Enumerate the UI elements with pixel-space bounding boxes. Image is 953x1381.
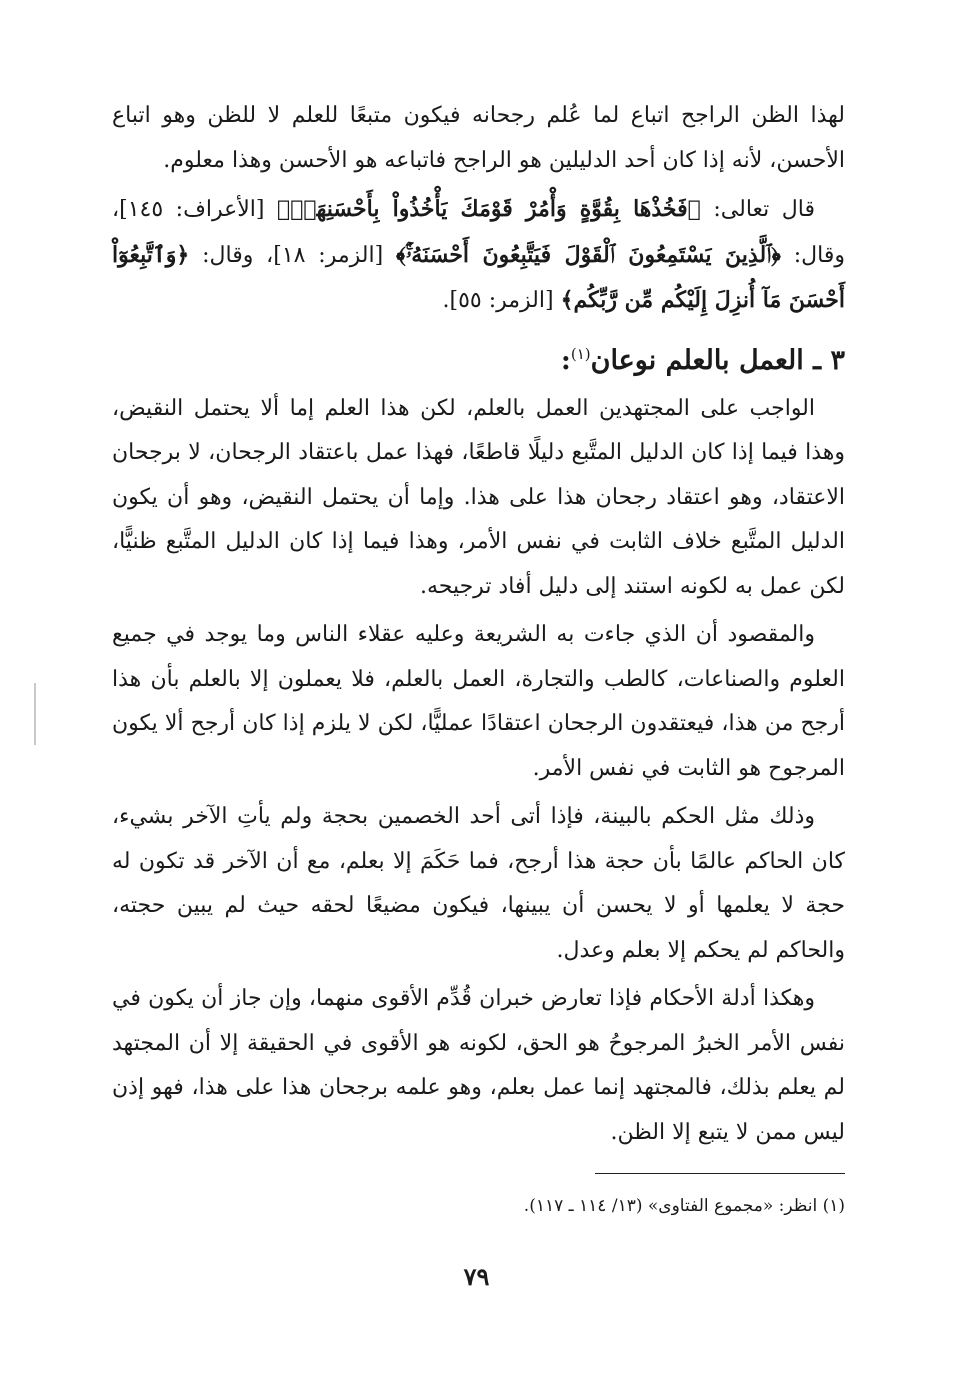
footnote-reference[interactable]: (١): [570, 344, 591, 363]
page-number: ٧٩: [463, 1262, 490, 1291]
body-paragraph-2: والمقصود أن الذي جاءت به الشريعة وعليه عقلاء الناس وما يوجد في جميع العلوم والصناعات، كالطب والتجارة، العمل بالعلم، فلا يعملون إلا بالعلم بأن هذا أرجح من هذا، فيعتقدون الرجحان اعتقادًا عمليًّا، لكن لا يلزم إذا كان أرجح ألا يكون المرجوح هو الثابت في نفس الأمر.: [112, 622, 845, 781]
intro-paragraph: لهذا الظن الراجح اتباع لما عُلم رجحانه فيكون متبعًا للعلم لا للظن وهو اتباع الأحسن، لأنه إذا كان أحد الدليلين هو الراجح فاتباعه هو الأحسن وهذا معلوم.: [112, 103, 845, 173]
page-body: [112, 94, 845, 1238]
quran-verse-2: ﴿ٱلَّذِينَ يَسْتَمِعُونَ ٱلْقَوْلَ فَيَتَّبِعُونَ أَحْسَنَهُۥٓۚ﴾: [396, 241, 781, 268]
body-paragraph-1: الواجب على المجتهدين العمل بالعلم، لكن هذا العلم إما ألا يحتمل النقيض، وهذا فيما إذا كان الدليل المتَّبع دليلًا قاطعًا، فهذا عمل باعتقاد الرجحان، لا برجحان الاعتقاد، وهو اعتقاد رجحان هذا على هذا. وإما أن يحتمل النقيض، وهو أن يكون الدليل المتَّبع خلاف الثابت في نفس الأمر، وهذا فيما إذا كان الدليل المتَّبع ظنيًّا، لكن عمل به لكونه استند إلى دليل أفاد ترجيحه.: [112, 395, 845, 599]
footnote-text: (١) انظر: «مجموع الفتاوى» (١٣/ ١١٤ ـ ١١٧).: [523, 1196, 845, 1216]
footnote-divider: [595, 1173, 845, 1174]
section-heading: [112, 332, 845, 383]
body-paragraph-4: وهكذا أدلة الأحكام فإذا تعارض خبران قُدِّم الأقوى منهما، وإن جاز أن يكون في نفس الأمر الخبرُ المرجوحُ هو الحق، لكونه هو الأقوى في الحقيقة إلا أن المجتهد لم يعلم بذلك، فالمجتهد إنما عمل بعلم، وهو علمه برجحان هذا على هذا، فهو إذن ليس ممن لا يتبع إلا الظن.: [112, 986, 845, 1145]
quote-citation-2: [الزمر: ١٨]، وقال:: [189, 242, 397, 268]
quote-lead-text: قال تعالى:: [700, 197, 815, 222]
quran-verse-3: ﴿وَٱتَّبِعُوٓاْ أَحْسَنَ مَآ أُنزِلَ إِلَيْكُم مِّن رَّبِّكُم﴾: [112, 241, 845, 313]
quran-verse-1: ﴿فَخُذْهَا بِقُوَّةٍ وَأْمُرْ قَوْمَكَ يَأْخُذُواْ بِأَحْسَنِهَاۚ﴾: [277, 196, 701, 222]
body-paragraph-3: وذلك مثل الحكم بالبينة، فإذا أتى أحد الخصمين بحجة ولم يأتِ الآخر بشيء، كان الحاكم عالمًا بأن حجة هذا أرجح، فما حَكَمَ إلا بعلم، مع أن الآخر قد تكون له حجة لا يعلمها أو لا يحسن أن يبينها، فيكون مضيعًا لحقه حيث لم يبين حجته، والحاكم لم يحكم إلا بعلم وعدل.: [112, 804, 845, 963]
quote-citation-1: [الأعراف: ١٤٥]، وقال:: [112, 197, 846, 268]
margin-mark: [34, 683, 36, 745]
quran-quotes-paragraph: [112, 187, 845, 324]
heading-colon: :: [560, 344, 571, 376]
quote-citation-3: [الزمر: ٥٥].: [442, 288, 561, 313]
section-heading-text: ٣ ـ العمل بالعلم نوعان: [590, 344, 845, 376]
